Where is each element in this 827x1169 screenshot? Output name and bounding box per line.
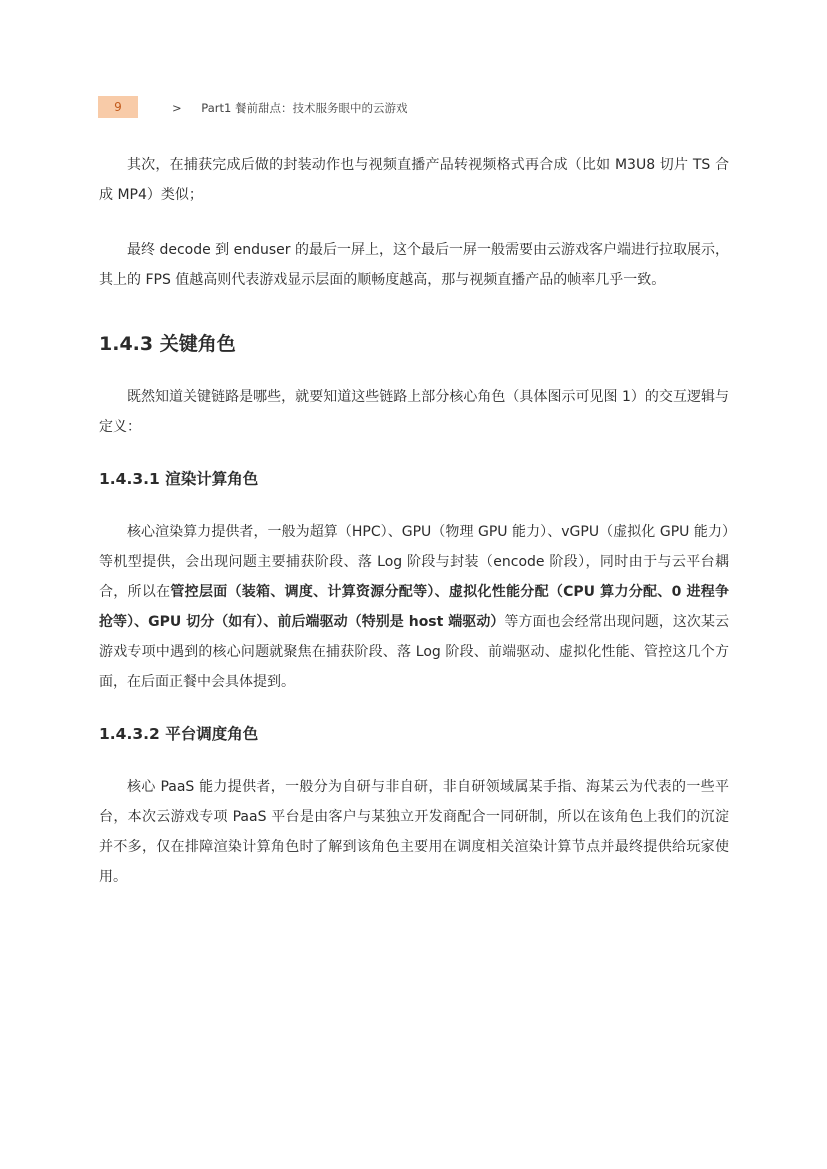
paragraph-scheduling-role: 核心 PaaS 能力提供者，一般分为自研与非自研，非自研领域属某手指、海某云为代表的一些平台，本次云游戏专项 PaaS 平台是由客户与某独立开发商配合一同研制，所以在该角色上我们的沉淀并不多，仅在排障渲染计算角色时了解到该角色主要用在调度相关渲染计算节点并最终提供给玩家使用。	[99, 779, 729, 885]
breadcrumb-text: Part1 餐前甜点：技术服务眼中的云游戏	[201, 101, 408, 115]
render-text-part3: 等方面也会经常出现问题，这次某云游戏专项中遇到的核心问题就聚焦在捕获阶段、落 Log 阶段、前端驱动、虚拟化性能、管控这几个方面，在后面正餐中会具体提到。	[99, 614, 729, 690]
section-heading-key-roles: 1.4.3 关键角色	[99, 333, 236, 355]
subsection-heading-scheduling: 1.4.3.2 平台调度角色	[99, 725, 259, 743]
render-text-part1: 核心渲染算力提供者，一般为超算（HPC）、GPU（物理 GPU 能力）、vGPU（虚拟化 GPU 能力）等机型提供，会出现问题主要捕获阶段、落 Log 阶段与封装（encode 阶段），同时由于与云平台耦合，所以在	[99, 524, 729, 600]
subsection-heading-render: 1.4.3.1 渲染计算角色	[99, 470, 259, 488]
paragraph-decode: 最终 decode 到 enduser 的最后一屏上，这个最后一屏一般需要由云游戏客户端进行拉取展示，其上的 FPS 值越高则代表游戏显示层面的顺畅度越高，那与视频直播产品的帧率几乎一致。	[99, 242, 729, 288]
paragraph-render-role	[99, 517, 729, 697]
page-number-badge: 9	[98, 96, 138, 118]
render-text-bold: 管控层面（装箱、调度、计算资源分配等）、虚拟化性能分配（CPU 算力分配、0 进程争抢等）、GPU 切分（如有）、前后端驱动（特别是 host 端驱动）	[99, 584, 730, 630]
breadcrumb	[172, 100, 407, 116]
paragraph-encapsulation: 其次，在捕获完成后做的封装动作也与视频直播产品转视频格式再合成（比如 M3U8 切片 TS 合成 MP4）类似；	[99, 157, 729, 203]
breadcrumb-separator: >	[172, 101, 182, 115]
document-body	[99, 150, 729, 917]
paragraph-key-roles-intro: 既然知道关键链路是哪些，就要知道这些链路上部分核心角色（具体图示可见图 1）的交互逻辑与定义：	[99, 389, 729, 435]
